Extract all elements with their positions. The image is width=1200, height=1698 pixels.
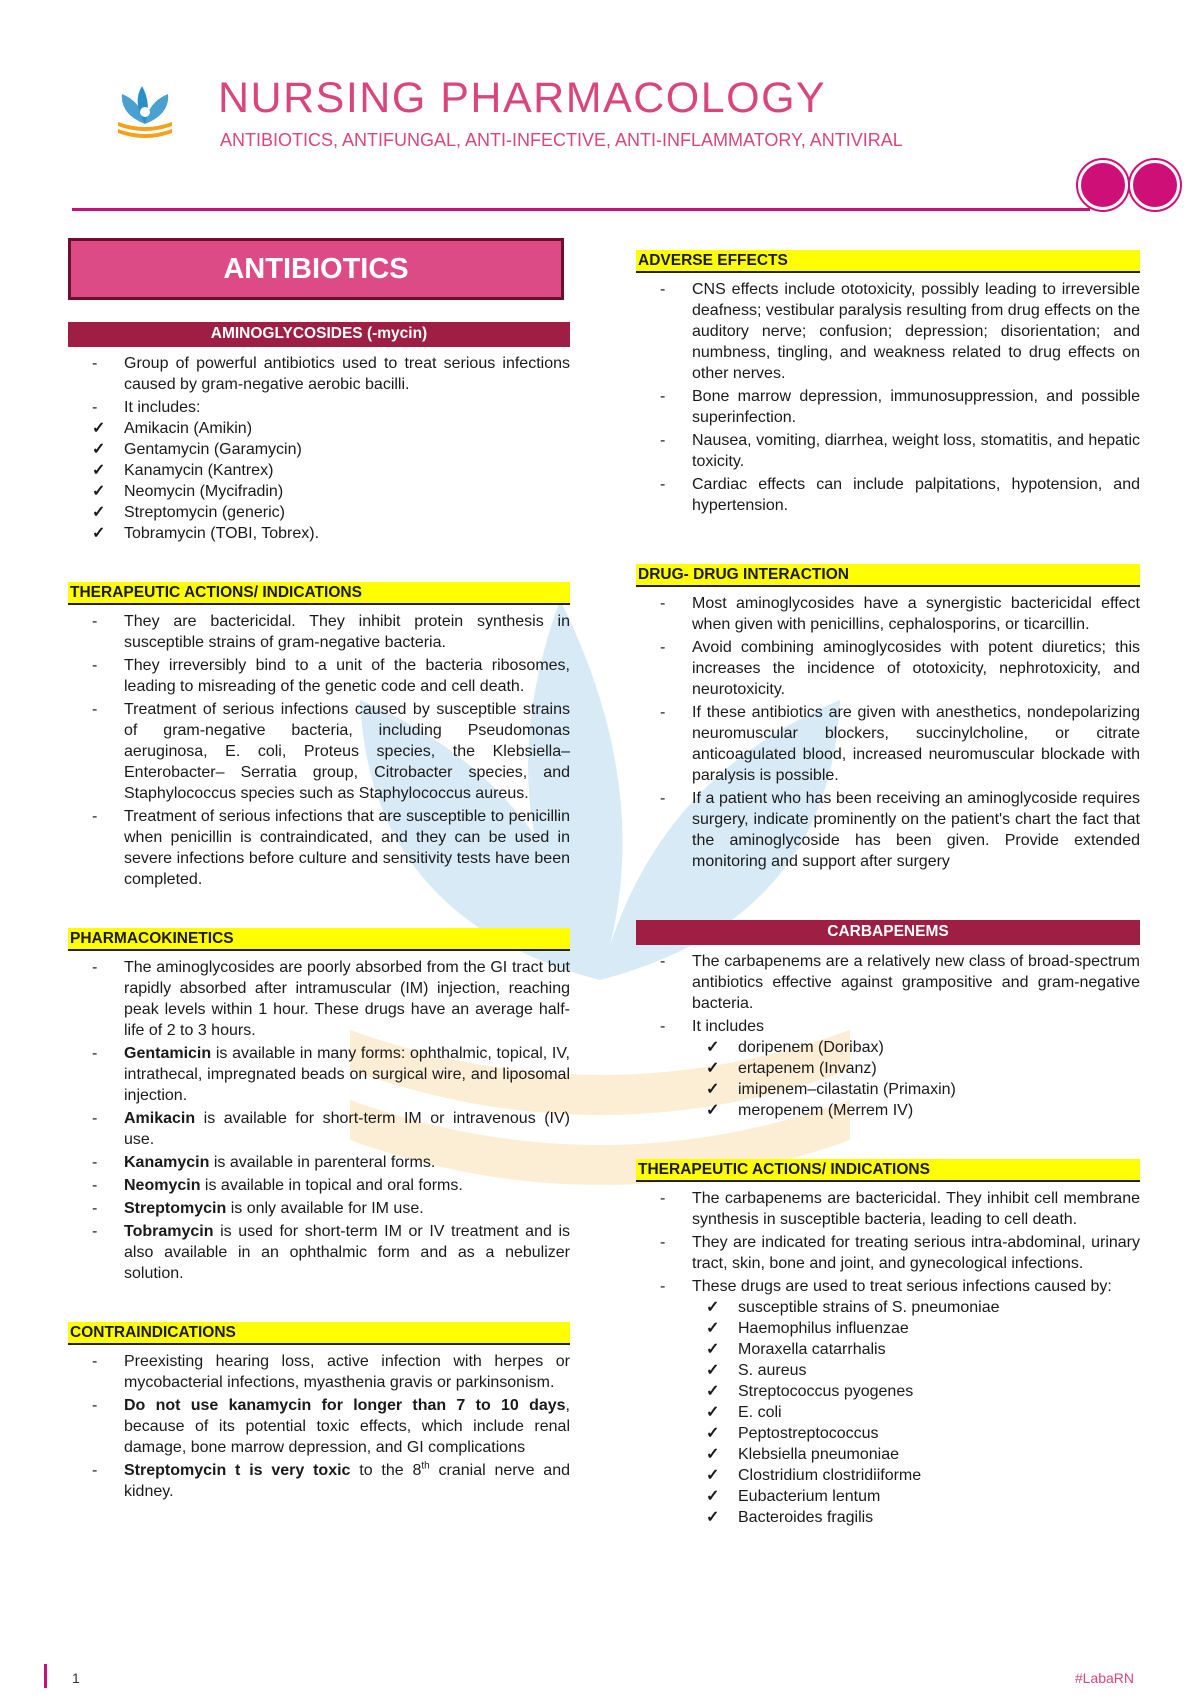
aminoglycosides-heading: AMINOGLYCOSIDES (-mycin): [68, 322, 570, 347]
drug-name: Tobramycin: [124, 1223, 214, 1240]
list-item: - If these antibiotics are given with anesthetics, nondepolarizing neuromuscular blockers, succinylcholine, or citrate anticoagulated blood, increased neuromuscular blockade with paralysis is possible.: [636, 702, 1140, 786]
list-item: [636, 1276, 1140, 1528]
list-item: - CNS effects include ototoxicity, possibly leading to irreversible deafness; vestibular paralysis resulting from drug effects on the auditory nerve; confusion; depression; disorientation; and numbness, tingling, and weakness related to drug effects on other nerves.: [636, 279, 1140, 384]
list-item: [68, 1043, 570, 1106]
therapeutic-actions-heading: THERAPEUTIC ACTIONS/ INDICATIONS: [68, 582, 570, 605]
drug-name: Gentamicin: [124, 1045, 212, 1062]
pharmacokinetics-heading: PHARMACOKINETICS: [68, 928, 570, 951]
used-for-label: These drugs are used to treat serious infections caused by:: [692, 1278, 1112, 1295]
list-item: - They are indicated for treating serious intra-abdominal, urinary tract, skin, bone and joint, and gynecological infections.: [636, 1232, 1140, 1274]
list-item: [68, 1395, 570, 1458]
list-item: - Group of powerful antibiotics used to treat serious infections caused by gram-negative aerobic bacilli.: [68, 353, 570, 395]
organism-item: ✓ S. aureus: [692, 1360, 1140, 1381]
right-column: [636, 250, 1140, 1530]
drug-item: ✓ Kanamycin (Kantrex): [78, 460, 570, 481]
page-number: 1: [72, 1670, 80, 1686]
list-item-text: , because of its potential toxic effects, which include renal damage, bone marrow depression, and GI complications: [124, 1397, 570, 1456]
organism-item: ✓ Haemophilus influenzae: [692, 1318, 1140, 1339]
list-item-text: is available for short-term IM or intravenous (IV) use.: [124, 1110, 570, 1148]
drug-checklist: [78, 418, 570, 544]
drug-interaction-list: [636, 593, 1140, 872]
list-item-text: is available in many forms: ophthalmic, topical, IV, intrathecal, impregnated beads on surgical wire, and liposomal injection.: [124, 1045, 570, 1104]
carbapenems-heading: CARBAPENEMS: [636, 920, 1140, 945]
superscript: th: [421, 1460, 430, 1472]
warning-text: Streptomycin t is very toxic: [124, 1462, 351, 1479]
list-item: [636, 1016, 1140, 1121]
list-item: - The aminoglycosides are poorly absorbed from the GI tract but rapidly absorbed after intramuscular (IM) injection, reaching peak levels within 1 hour. These drugs have an average half-life of 2 to 3 hours.: [68, 957, 570, 1041]
organism-item: ✓ susceptible strains of S. pneumoniae: [692, 1297, 1140, 1318]
page-subtitle: ANTIBIOTICS, ANTIFUNGAL, ANTI-INFECTIVE, ANTI-INFLAMMATORY, ANTIVIRAL: [220, 130, 903, 150]
list-item: - If a patient who has been receiving an aminoglycoside requires surgery, indicate prominently on the patient's chart the fact that the aminoglycoside has been given. Provide extended monitoring and support after surgery: [636, 788, 1140, 872]
list-item-text: is used for short-term IM or IV treatment and is also available in an ophthalmic form and as a nebulizer solution.: [124, 1223, 570, 1282]
list-item-text: cranial nerve and kidney.: [124, 1462, 570, 1500]
list-item: [68, 397, 570, 544]
list-item: - Preexisting hearing loss, active infection with herpes or mycobacterial infections, myasthenia gravis or parkinsonism.: [68, 1351, 570, 1393]
drug-interaction-heading: DRUG- DRUG INTERACTION: [636, 564, 1140, 587]
organism-item: ✓ Clostridium clostridiiforme: [692, 1465, 1140, 1486]
list-item-text: is available in parenteral forms.: [209, 1154, 436, 1171]
organism-item: ✓ Eubacterium lentum: [692, 1486, 1140, 1507]
page-title: NURSING PHARMACOLOGY: [218, 74, 827, 122]
list-item-text: is only available for IM use.: [226, 1200, 424, 1217]
left-column: [68, 238, 570, 1504]
organism-item: ✓ Streptococcus pyogenes: [692, 1381, 1140, 1402]
list-item: - The carbapenems are bactericidal. They inhibit cell membrane synthesis in susceptible bacteria, leading to cell death.: [636, 1188, 1140, 1230]
header-divider: [72, 208, 1090, 211]
list-item: - Avoid combining aminoglycosides with potent diuretics; this increases the incidence of ototoxicity, nephrotoxicity, and neurotoxicity.: [636, 637, 1140, 700]
carbapenem-therapeutic-actions-list: [636, 1188, 1140, 1528]
drug-item: ✓ Neomycin (Mycifradin): [78, 481, 570, 502]
decorative-dot-left: [1078, 160, 1128, 210]
drug-item: ✓ meropenem (Merrem IV): [692, 1100, 1140, 1121]
list-item-text: to the 8: [350, 1462, 422, 1479]
warning-text: Do not use kanamycin for longer than 7 to 10 days: [124, 1397, 566, 1414]
list-item: - Cardiac effects can include palpitations, hypotension, and hypertension.: [636, 474, 1140, 516]
drug-checklist: [692, 1037, 1140, 1121]
list-item: - Most aminoglycosides have a synergistic bactericidal effect when given with penicillins, cephalosporins, or ticarcillin.: [636, 593, 1140, 635]
drug-item: ✓ Amikacin (Amikin): [78, 418, 570, 439]
organism-item: ✓ Bacteroides fragilis: [692, 1507, 1140, 1528]
drug-name: Neomycin: [124, 1177, 201, 1194]
adverse-effects-heading: ADVERSE EFFECTS: [636, 250, 1140, 273]
organism-item: ✓ Moraxella catarrhalis: [692, 1339, 1140, 1360]
list-item: - Treatment of serious infections that are susceptible to penicillin when penicillin is contraindicated, and they can be used in severe infections before culture and sensitivity tests have been completed.: [68, 806, 570, 890]
contraindications-list: [68, 1351, 570, 1502]
organism-item: ✓ Peptostreptococcus: [692, 1423, 1140, 1444]
list-item-text: is available in topical and oral forms.: [200, 1177, 463, 1194]
list-item: - Nausea, vomiting, diarrhea, weight loss, stomatitis, and hepatic toxicity.: [636, 430, 1140, 472]
drug-item: ✓ doripenem (Doribax): [692, 1037, 1140, 1058]
therapeutic-actions-list: [68, 611, 570, 890]
organism-item: ✓ E. coli: [692, 1402, 1140, 1423]
drug-name: Amikacin: [124, 1110, 196, 1127]
list-item: [68, 1152, 570, 1173]
list-item: [68, 1460, 570, 1502]
list-item: [68, 1221, 570, 1284]
includes-label: It includes: [692, 1018, 765, 1035]
list-item: - The carbapenems are a relatively new class of broad-spectrum antibiotics effective against grampositive and gram-negative bacteria.: [636, 951, 1140, 1014]
decorative-dot-right: [1130, 160, 1180, 210]
list-item: [68, 1108, 570, 1150]
adverse-effects-list: [636, 279, 1140, 516]
list-item: [68, 1175, 570, 1196]
carbapenems-list: [636, 951, 1140, 1121]
drug-item: ✓ ertapenem (Invanz): [692, 1058, 1140, 1079]
contraindications-heading: CONTRAINDICATIONS: [68, 1322, 570, 1345]
aminoglycosides-list: [68, 353, 570, 544]
pharmacokinetics-list: [68, 957, 570, 1284]
organism-item: ✓ Klebsiella pneumoniae: [692, 1444, 1140, 1465]
drug-item: ✓ Streptomycin (generic): [78, 502, 570, 523]
list-item: - They are bactericidal. They inhibit protein synthesis in susceptible strains of gram-negative bacteria.: [68, 611, 570, 653]
organism-checklist: [692, 1297, 1140, 1528]
list-item: - Bone marrow depression, immunosuppression, and possible superinfection.: [636, 386, 1140, 428]
drug-item: ✓ imipenem–cilastatin (Primaxin): [692, 1079, 1140, 1100]
footer-accent-bar: [44, 1664, 47, 1688]
carbapenem-therapeutic-actions-heading: THERAPEUTIC ACTIONS/ INDICATIONS: [636, 1159, 1140, 1182]
drug-item: ✓ Tobramycin (TOBI, Tobrex).: [78, 523, 570, 544]
footer-hashtag: #LabaRN: [1074, 1670, 1134, 1686]
logo-icon: [112, 82, 178, 152]
main-heading: ANTIBIOTICS: [68, 238, 564, 300]
drug-item: ✓ Gentamycin (Garamycin): [78, 439, 570, 460]
drug-name: Streptomycin: [124, 1200, 227, 1217]
list-item: - Treatment of serious infections caused by susceptible strains of gram-negative bacteria, including Pseudomonas aeruginosa, E. coli, Proteus species, the Klebsiella–Enterobacter– Serratia group, Citrobacter species, and Staphylococcus species such as Staphylococcus aureus.: [68, 699, 570, 804]
drug-name: Kanamycin: [124, 1154, 210, 1171]
includes-label: It includes:: [124, 399, 201, 416]
list-item: - They irreversibly bind to a unit of the bacteria ribosomes, leading to misreading of the genetic code and cell death.: [68, 655, 570, 697]
list-item: [68, 1198, 570, 1219]
